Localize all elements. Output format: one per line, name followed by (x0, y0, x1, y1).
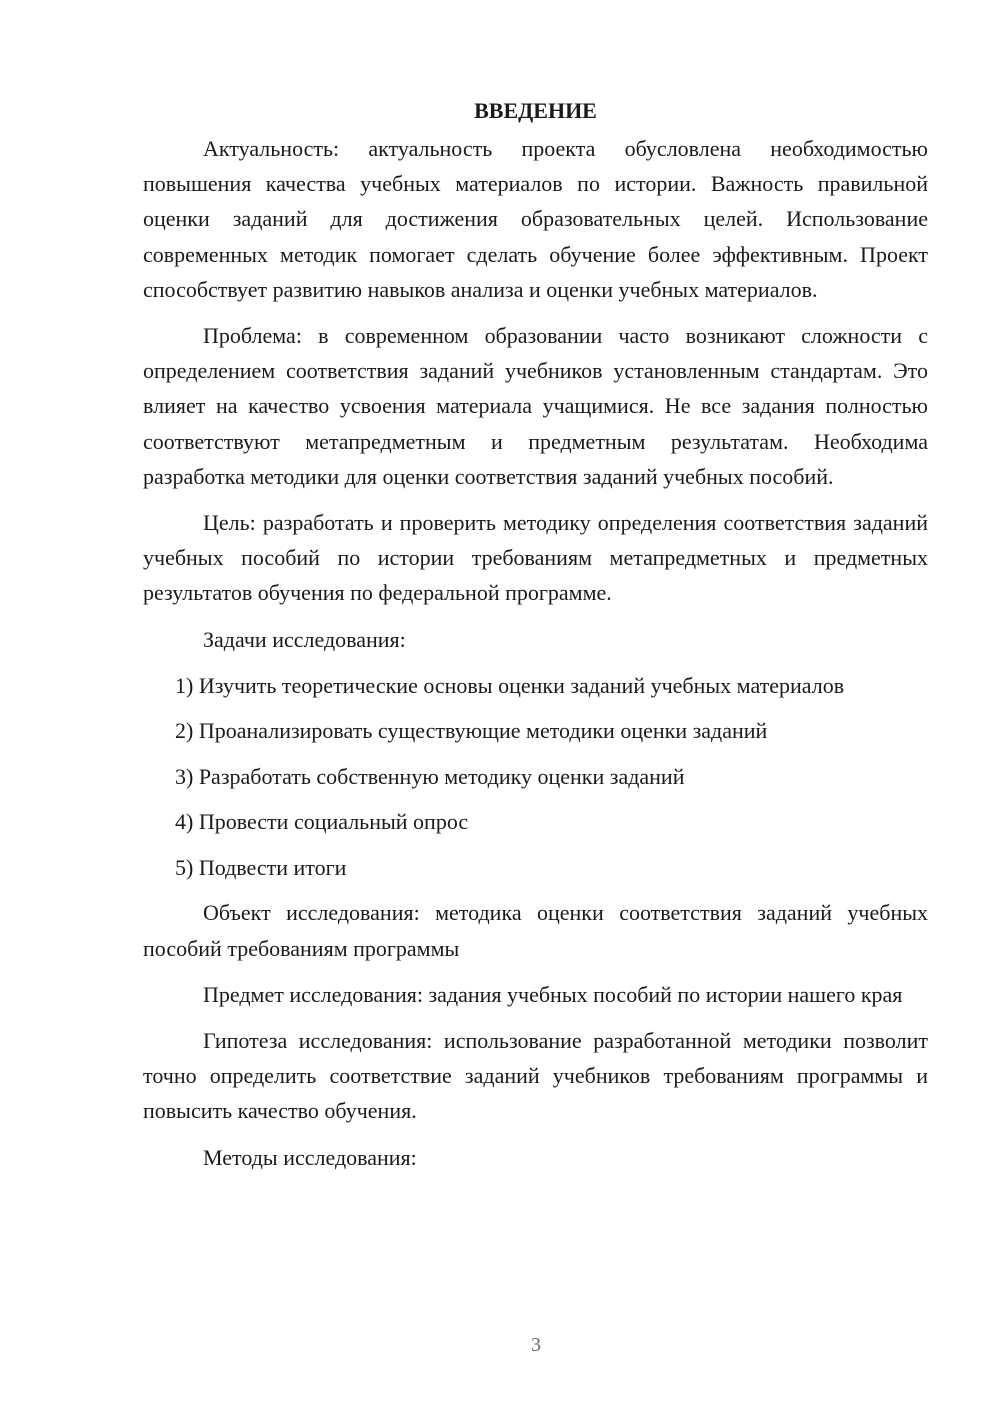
methods-intro: Методы исследования: (203, 1144, 417, 1170)
page-number: 3 (531, 1334, 541, 1356)
list-item: 1) Изучить теоретические основы оценки заданий учебных материалов (175, 672, 845, 698)
paragraph-goal: Цель: разработать и проверить методику определения соответствия заданий учебных пособий по истории требованиям метапредметных и предметных результатов обучения по федеральной программе. (143, 510, 928, 606)
paragraph-subject: Предмет исследования: задания учебных пособий по истории нашего края (203, 981, 903, 1007)
paragraph-relevance: Актуальность: актуальность проекта обусловлена необходимостью повышения качества учебных материалов по истории. Важность правильной оценки заданий для достижения образовательных целей. Использование современных методик помогает сделать обучение более эффективным. Проект способствует развитию навыков анализа и оценки учебных материалов. (143, 136, 928, 302)
paragraph-hypothesis: Гипотеза исследования: использование разработанной методики позволит точно определить соответствие заданий учебников требованиям программы и повысить качество обучения. (143, 1027, 928, 1124)
tasks-list (143, 668, 928, 885)
page-content (143, 95, 928, 1186)
paragraph-object: Объект исследования: методика оценки соответствия заданий учебных пособий требованиям программы (143, 900, 928, 961)
list-item: 3) Разработать собственную методику оценки заданий (175, 763, 685, 789)
list-item: 4) Провести социальный опрос (175, 809, 469, 835)
section-heading: ВВЕДЕНИЕ (474, 98, 597, 123)
list-item: 2) Проанализировать существующие методики оценки заданий (175, 718, 768, 744)
paragraph-problem: Проблема: в современном образовании часто возникают сложности с определением соответствия заданий учебников установленным стандартам. Это влияет на качество усвоения материала учащимися. Не все задания полностью соответствуют метапредметным и предметным результатам. Необходима разработка методики для оценки соответствия заданий учебных пособий. (143, 323, 928, 489)
tasks-intro: Задачи исследования: (203, 626, 406, 652)
list-item: 5) Подвести итоги (175, 854, 347, 880)
